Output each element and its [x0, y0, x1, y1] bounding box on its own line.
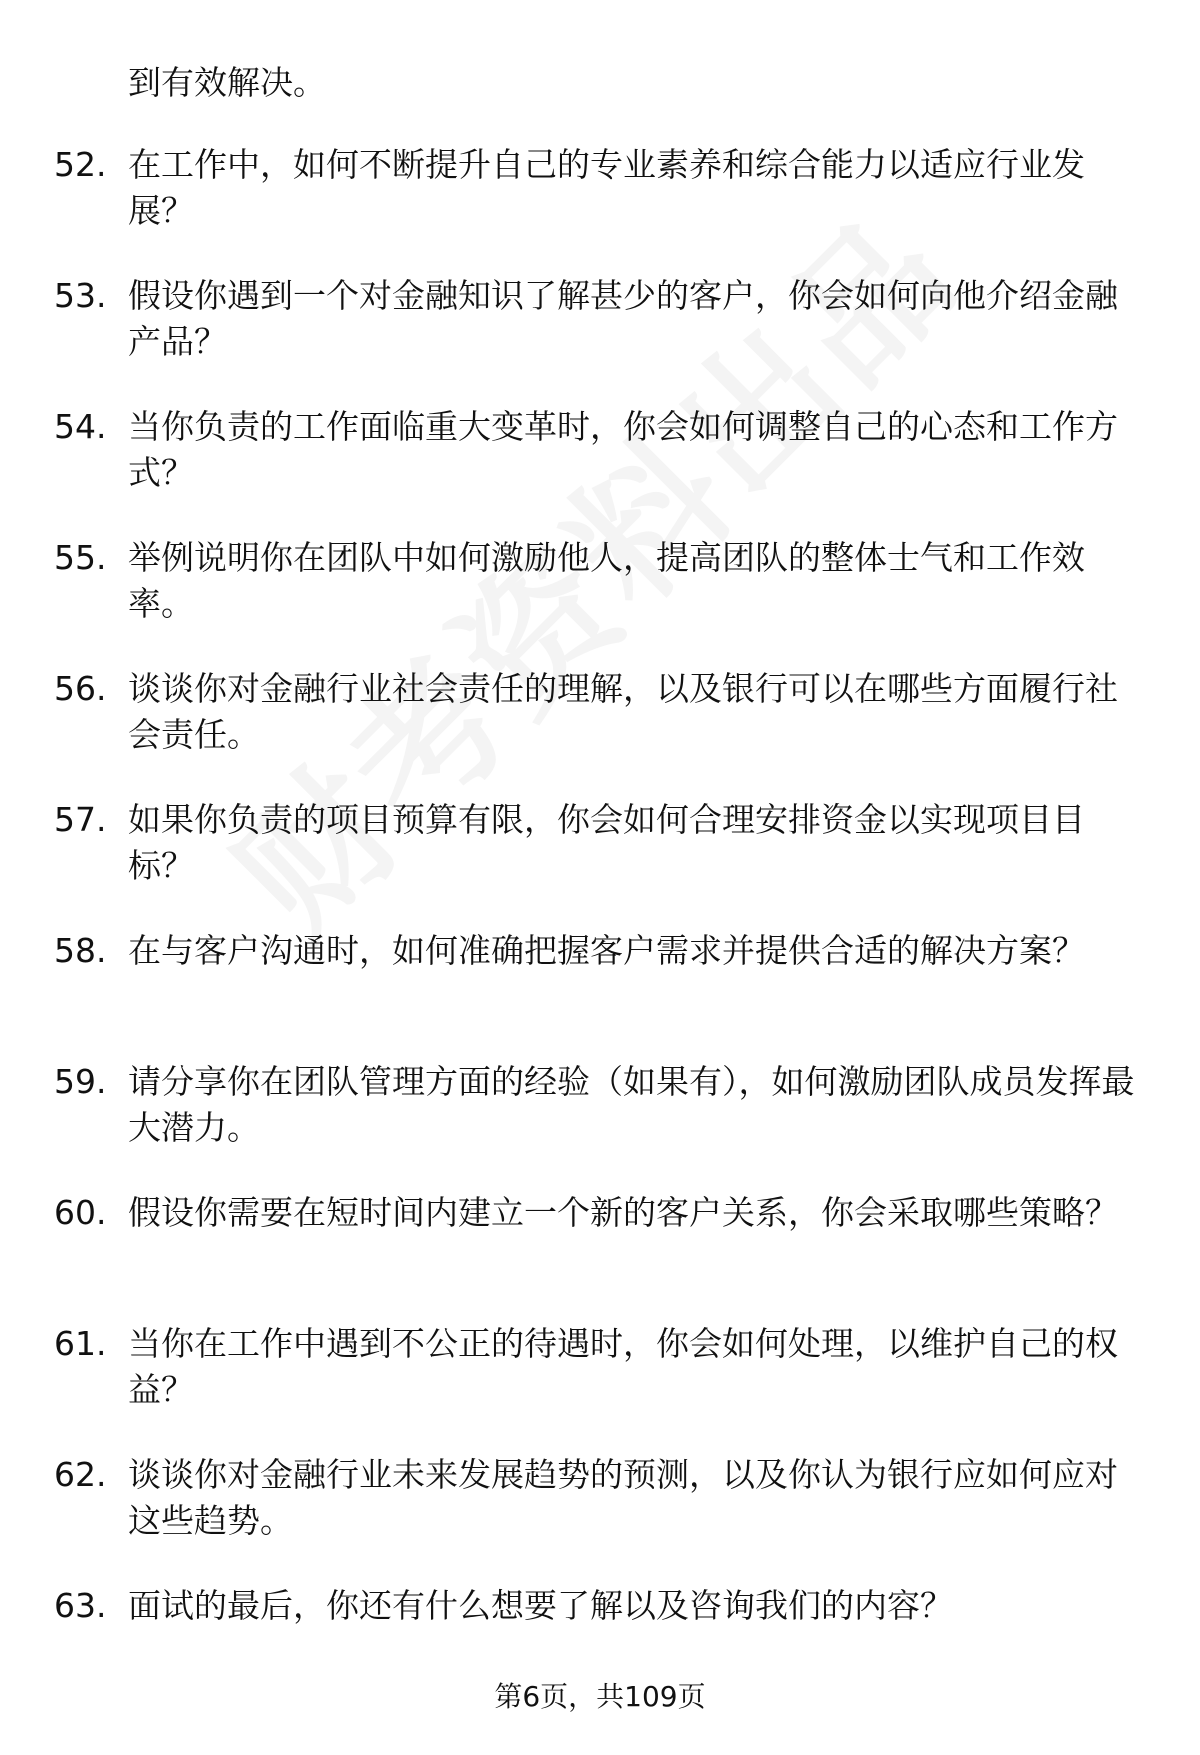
question-item: [0, 1452, 1200, 1583]
question-number: 52.: [54, 145, 107, 184]
question-number: 61.: [54, 1324, 107, 1363]
question-number: 56.: [54, 669, 107, 708]
question-text: 请分享你在团队管理方面的经验（如果有），如何激励团队成员发挥最大潜力。: [128, 1062, 1135, 1147]
question-text: 如果你负责的项目预算有限，你会如何合理安排资金以实现项目目标？: [128, 800, 1085, 885]
question-text: 谈谈你对金融行业社会责任的理解，以及银行可以在哪些方面履行社会责任。: [128, 669, 1118, 754]
question-item: [0, 535, 1200, 666]
question-text: 假设你遇到一个对金融知识了解甚少的客户，你会如何向他介绍金融产品？: [128, 276, 1118, 361]
question-text: 谈谈你对金融行业未来发展趋势的预测，以及你认为银行应如何应对这些趋势。: [128, 1455, 1118, 1540]
question-item: [0, 666, 1200, 797]
question-number: 59.: [54, 1062, 107, 1101]
question-number: 57.: [54, 800, 107, 839]
question-text: 在与客户沟通时，如何准确把握客户需求并提供合适的解决方案？: [128, 931, 1085, 970]
question-item: [0, 142, 1200, 273]
question-list: [0, 142, 1200, 1714]
question-number: 54.: [54, 407, 107, 446]
page-footer: 第6页，共109页: [494, 1680, 706, 1713]
question-number: 60.: [54, 1193, 107, 1232]
question-text: 举例说明你在团队中如何激励他人，提高团队的整体士气和工作效率。: [128, 538, 1085, 623]
question-text: 假设你需要在短时间内建立一个新的客户关系，你会采取哪些策略？: [128, 1193, 1118, 1232]
question-number: 53.: [54, 276, 107, 315]
question-item: [0, 273, 1200, 404]
continuation-text: 到有效解决。: [128, 63, 326, 102]
question-item: [0, 928, 1200, 1059]
question-item: [0, 1059, 1200, 1190]
question-number: 58.: [54, 931, 107, 970]
question-number: 55.: [54, 538, 107, 577]
question-item: [0, 1190, 1200, 1321]
question-text: 面试的最后，你还有什么想要了解以及咨询我们的内容？: [128, 1586, 953, 1625]
question-text: 在工作中，如何不断提升自己的专业素养和综合能力以适应行业发展？: [128, 145, 1085, 230]
question-item: [0, 797, 1200, 928]
question-item: [0, 1321, 1200, 1452]
question-text: 当你负责的工作面临重大变革时，你会如何调整自己的心态和工作方式？: [128, 407, 1118, 492]
question-number: 63.: [54, 1586, 107, 1625]
question-text: 当你在工作中遇到不公正的待遇时，你会如何处理，以维护自己的权益？: [128, 1324, 1118, 1409]
question-item: [0, 404, 1200, 535]
question-number: 62.: [54, 1455, 107, 1494]
